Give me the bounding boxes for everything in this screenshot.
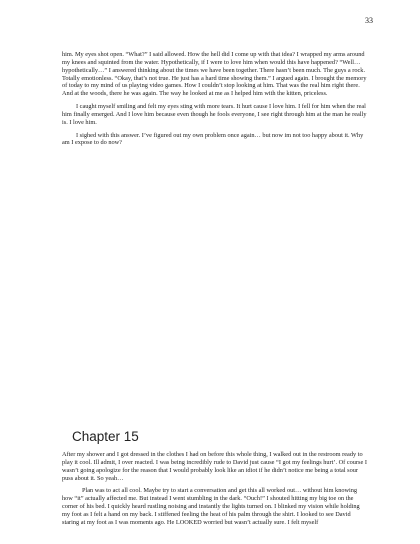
- paragraph: him. My eyes shot open. “What?” I said allowed. How the hell did I come up with that idea? I wrapped my arms around my knees and squinted from the water. Hypothetically, if I were to love him when would this have happened? “Well… hypothetically…” I answered thinking about the times we have been together. There hasn’t been much. The guys a rock. Totally emotionless. “Okay, that’s not true. He just has a hard time showing them.” I argued again. I brought the memory of today to my mind of us playing video games. How I couldn’t stop looking at him. That was the real him right there. And at the woods, there he was again. The way he looked at me as I helped him with the kitten, priceless.: [62, 51, 367, 98]
- body-text-section-bottom: [62, 451, 368, 532]
- chapter-heading: Chapter 15: [72, 429, 139, 444]
- paragraph: Plan was to act all cool. Maybe try to start a conversation and get this all worked out… without him knowing how “it” actually affected me. But instead I went stumbling in the dark. “Ouch!” I shouted hitting my big toe on the corner of his bed. I quickly heard rustling noising and instantly the lights turned on. I blinked my vision while holding my foot as I felt a hand on my back. I stiffened feeling the heat of his palm through the shirt. I looked to see David staring at my foot as I was moments ago. He LOOKED worried but wasn’t actually sure. I felt myself: [62, 487, 360, 526]
- paragraph: I caught myself smiling and felt my eyes sting with more tears. It hurt cause I love him. I fell for him when the real him finally emerged. And I love him because even though he fools everyone, I see right through him at the man he really is. I love him.: [62, 103, 367, 126]
- paragraph: I sighed with this answer. I’ve figured out my own problem once again… but now im not too happy about it. Why am I expose to do now?: [62, 131, 364, 147]
- paragraph: After my shower and I got dressed in the clothes I had on before this whole thing, I walked out in the restroom ready to play it cool. Ill admit, I over reacted. I was being incredibly rude to David just cause “I got my feelings hurt’. Of course I wasn’t going apologize for the reason that I would probably look like an idiot if he didn’t notice me being a total sour puss about it. So yeah…: [62, 451, 367, 482]
- body-text-section-top: [62, 51, 368, 152]
- page-number: 33: [365, 16, 373, 25]
